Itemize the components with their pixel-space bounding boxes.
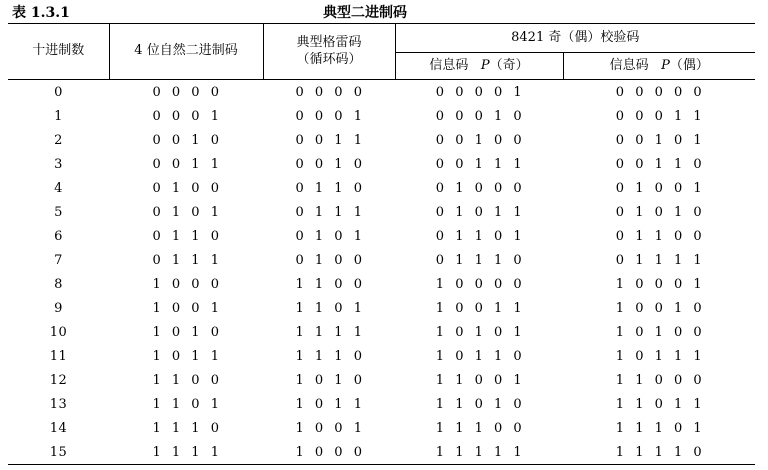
- cell-decimal: 4: [54, 180, 63, 196]
- table-row: [8, 80, 755, 105]
- table-row: [8, 344, 755, 368]
- cell-binary: 1 0 0 0: [152, 276, 220, 292]
- cell-gray: 1 0 0 0: [263, 440, 395, 465]
- cell-odd-parity: 1 0 0 1 1: [435, 300, 523, 316]
- cell-binary: 1 0 1 1: [152, 348, 220, 364]
- cell-decimal: 14: [49, 420, 68, 436]
- cell-binary: 0 0 0 0: [152, 84, 220, 100]
- cell-decimal: 2: [54, 132, 63, 148]
- cell-gray: 1 0 0 1: [295, 420, 363, 436]
- cell-decimal: 7: [54, 252, 63, 268]
- header-gray-line1: 典型格雷码: [296, 35, 362, 51]
- table-row: [8, 416, 755, 440]
- header-parity-group: 8421 奇（偶）校验码: [395, 24, 755, 53]
- cell-binary: 0 1 1 1: [152, 252, 220, 268]
- table-caption: [0, 2, 768, 22]
- cell-binary: 1 0 1 0: [152, 324, 220, 340]
- cell-even-parity: 0 1 1 0 0: [615, 228, 703, 244]
- cell-gray: 1 1 1 1: [295, 324, 363, 340]
- cell-binary: 0 0 0 1: [152, 108, 220, 124]
- table-number: 表 1.3.1: [12, 5, 70, 21]
- cell-gray: 1 0 1 0: [295, 372, 363, 388]
- table-row: [8, 320, 755, 344]
- cell-gray: 0 0 1 0: [295, 156, 363, 172]
- cell-even-parity: 1 1 0 1 1: [615, 396, 703, 412]
- cell-odd-parity: 0 1 0 0 0: [435, 180, 523, 196]
- cell-decimal: 12: [49, 372, 68, 388]
- header-odd-parity: [395, 53, 563, 80]
- table-row: [8, 128, 755, 152]
- cell-even-parity: 1 0 1 1 1: [615, 348, 703, 364]
- cell-gray: 0 1 0 1: [295, 228, 363, 244]
- cell-binary: 1 1 0 1: [152, 396, 220, 412]
- cell-binary: 0 1 0 1: [152, 204, 220, 220]
- table-row: [8, 296, 755, 320]
- cell-decimal: 5: [54, 204, 63, 220]
- cell-decimal: 1: [54, 108, 63, 124]
- header-even-paren: （偶）: [669, 57, 709, 73]
- cell-binary: 0 1 1 0: [152, 228, 220, 244]
- cell-gray: 0 1 1 0: [295, 180, 363, 196]
- cell-even-parity: 0 1 0 1 0: [615, 204, 703, 220]
- binary-code-table: [8, 23, 755, 465]
- header-gray-code: [263, 24, 395, 80]
- cell-odd-parity: 0 0 0 0 1: [435, 84, 523, 100]
- cell-odd-parity: 1 1 0 0 1: [435, 372, 523, 388]
- cell-gray: 1 1 0 1: [295, 300, 363, 316]
- cell-odd-parity: 1 1 0 1 0: [435, 396, 523, 412]
- cell-decimal: 9: [54, 300, 63, 316]
- cell-decimal: 15: [8, 440, 109, 465]
- table-body: [8, 80, 755, 465]
- table-row: [8, 368, 755, 392]
- cell-decimal: 0: [54, 84, 63, 100]
- cell-odd-parity: 1 0 1 1 0: [435, 348, 523, 364]
- cell-gray: 0 1 0 0: [295, 252, 363, 268]
- cell-even-parity: 1 1 1 1 0: [563, 440, 755, 465]
- header-even-parity: [563, 53, 755, 80]
- cell-binary: 1 1 0 0: [152, 372, 220, 388]
- table-row: [8, 248, 755, 272]
- cell-even-parity: 1 0 1 0 0: [615, 324, 703, 340]
- table-row: [8, 152, 755, 176]
- cell-even-parity: 0 1 0 0 1: [615, 180, 703, 196]
- cell-odd-parity: 1 0 0 0 0: [435, 276, 523, 292]
- cell-decimal: 13: [49, 396, 68, 412]
- cell-gray: 0 0 0 1: [295, 108, 363, 124]
- cell-decimal: 8: [54, 276, 63, 292]
- header-natural-binary: 4 位自然二进制码: [109, 24, 263, 80]
- table-row: [8, 224, 755, 248]
- header-odd-p: P: [480, 57, 490, 73]
- cell-odd-parity: 0 1 0 1 1: [435, 204, 523, 220]
- header-odd-info: 信息码: [429, 57, 469, 73]
- cell-odd-parity: 0 0 1 1 1: [435, 156, 523, 172]
- cell-binary: 1 1 1 0: [152, 420, 220, 436]
- cell-decimal: 10: [49, 324, 68, 340]
- header-even-p: P: [661, 57, 670, 73]
- cell-binary: 1 1 1 1: [109, 440, 263, 465]
- header-odd-paren: （奇）: [489, 57, 529, 73]
- cell-odd-parity: 0 1 1 1 0: [435, 252, 523, 268]
- table-title: 典型二进制码: [323, 5, 407, 21]
- cell-even-parity: 0 0 1 1 0: [615, 156, 703, 172]
- table-row: [8, 200, 755, 224]
- cell-gray: 0 0 0 0: [295, 84, 363, 100]
- cell-odd-parity: 0 0 0 1 0: [435, 108, 523, 124]
- cell-binary: 1 0 0 1: [152, 300, 220, 316]
- cell-gray: 1 1 0 0: [295, 276, 363, 292]
- cell-even-parity: 1 0 0 0 1: [615, 276, 703, 292]
- cell-odd-parity: 1 1 1 1 1: [395, 440, 563, 465]
- cell-gray: 1 0 1 1: [295, 396, 363, 412]
- cell-gray: 0 1 1 1: [295, 204, 363, 220]
- cell-even-parity: 0 1 1 1 1: [615, 252, 703, 268]
- cell-odd-parity: 1 0 1 0 1: [435, 324, 523, 340]
- table-row: [8, 272, 755, 296]
- cell-even-parity: 0 0 0 0 0: [615, 84, 703, 100]
- header-decimal: 十进制数: [8, 24, 109, 80]
- cell-decimal: 11: [49, 348, 68, 364]
- header-even-info: 信息码: [609, 57, 649, 73]
- cell-even-parity: 1 0 0 1 0: [615, 300, 703, 316]
- cell-even-parity: 0 0 0 1 1: [615, 108, 703, 124]
- cell-decimal: 3: [54, 156, 63, 172]
- cell-even-parity: 1 1 1 0 1: [615, 420, 703, 436]
- table-row: [8, 176, 755, 200]
- cell-gray: 1 1 1 0: [295, 348, 363, 364]
- table-header: [8, 24, 755, 80]
- table-row: [8, 392, 755, 416]
- cell-binary: 0 1 0 0: [152, 180, 220, 196]
- cell-odd-parity: 1 1 1 0 0: [435, 420, 523, 436]
- cell-binary: 0 0 1 1: [152, 156, 220, 172]
- header-gray-line2: （循环码）: [296, 51, 362, 67]
- cell-gray: 0 0 1 1: [295, 132, 363, 148]
- table-row: [8, 104, 755, 128]
- cell-odd-parity: 0 1 1 0 1: [435, 228, 523, 244]
- cell-odd-parity: 0 0 1 0 0: [435, 132, 523, 148]
- cell-binary: 0 0 1 0: [152, 132, 220, 148]
- cell-even-parity: 0 0 1 0 1: [615, 132, 703, 148]
- cell-even-parity: 1 1 0 0 0: [615, 372, 703, 388]
- cell-decimal: 6: [54, 228, 63, 244]
- table-row: [8, 440, 755, 465]
